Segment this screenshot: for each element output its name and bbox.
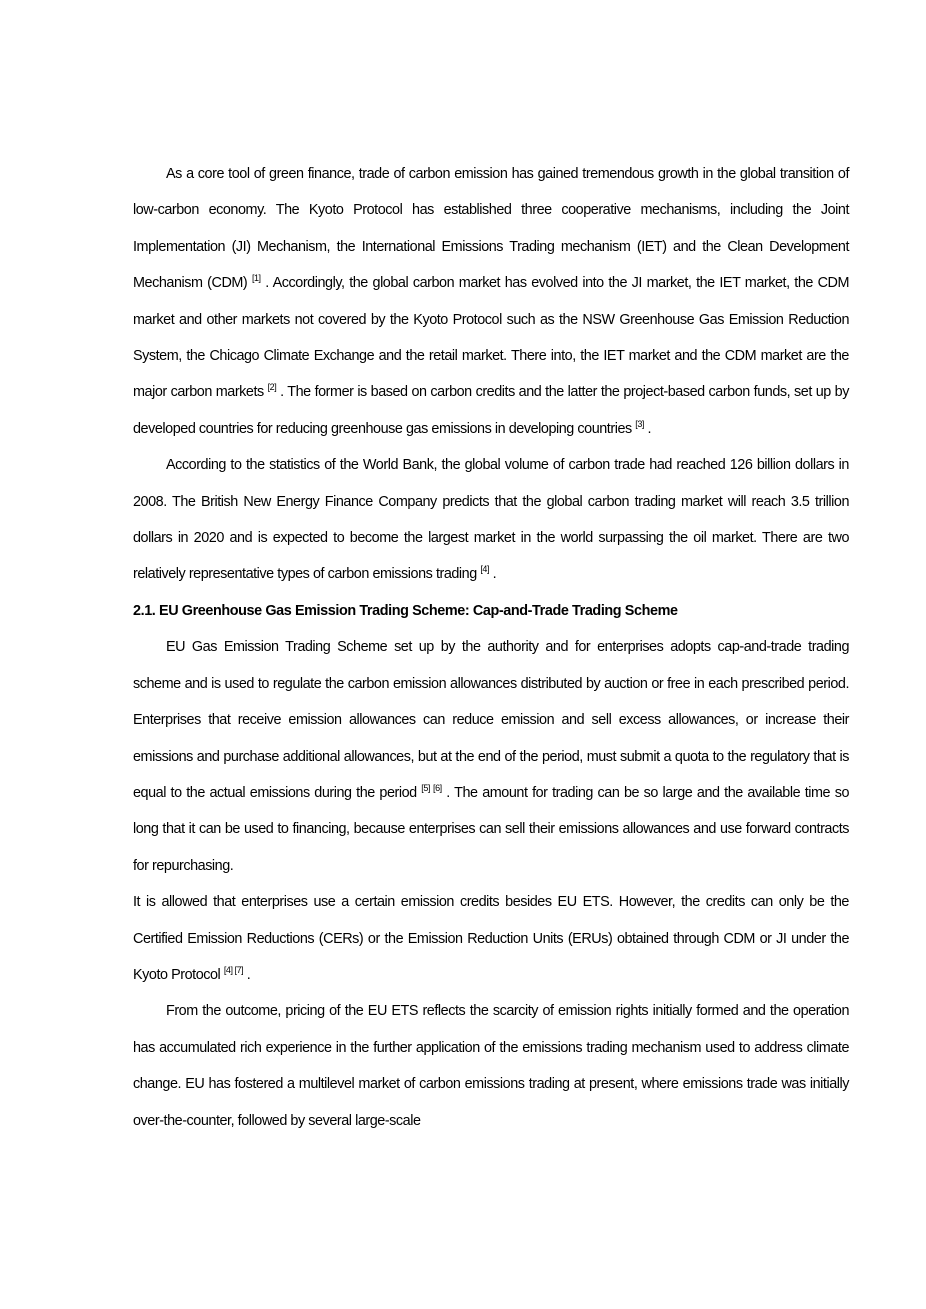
citation-3: [3]: [635, 418, 644, 429]
body-text: . The amount for trading can be so large and the available time so long that it can be used to financing, because enterprises can sell their emissions allowances and use forward contracts for repurchasing.: [133, 784, 849, 874]
paragraph-eu-ets-scheme: [133, 629, 849, 884]
body-text: It is allowed that enterprises use a certain emission credits besides EU ETS. However, the credits can only be the Certified Emission Reductions (CERs) or the Emission Reduction Units (ERUs) obtained through CDM or JI under the Kyoto Protocol: [133, 894, 849, 983]
body-text: .: [489, 566, 497, 583]
paragraph-emission-credits: [133, 884, 849, 993]
citation-2: [2]: [267, 382, 277, 393]
body-text: From the outcome, pricing of the EU ETS reflects the scarcity of emission rights initially formed and the operation has accumulated rich experience in the further application of the emissions trading mechanism used to address climate change. EU has fostered a multilevel market of carbon emissions trading at present, where emissions trade was initially over-the-counter, followed by several large-scale: [133, 1003, 849, 1129]
citation-5-6: [5] [6]: [421, 782, 442, 793]
paragraph-world-bank-statistics: [133, 447, 849, 593]
citation-4-7: [4] [7]: [223, 964, 244, 975]
paper-page: [133, 156, 849, 1139]
body-text: As a core tool of green finance, trade of carbon emission has gained tremendous growth in the global transition of low-carbon economy. The Kyoto Protocol has established three cooperative mechanisms, including the Joint Implementation (JI) Mechanism, the International Emissions Trading mechanism (IET) and the Clean Development Mechanism (CDM): [133, 166, 849, 292]
section-heading: 2.1. EU Greenhouse Gas Emission Trading Scheme: Cap-and-Trade Trading Scheme: [133, 602, 678, 619]
paragraph-eu-ets-outcome: [133, 993, 849, 1139]
body-text: EU Gas Emission Trading Scheme set up by the authority and for enterprises adopts cap-and-trade trading scheme and is used to regulate the carbon emission allowances distributed by auction or free in each prescribed period. Enterprises that receive emission allowances can reduce emission and sell excess allowances, or increase their emissions and purchase additional allowances, but at the end of the period, must submit a quota to the regulatory that is equal to the actual emissions during the period: [133, 639, 849, 801]
body-text: According to the statistics of the World Bank, the global volume of carbon trade had reached 126 billion dollars in 2008. The British New Energy Finance Company predicts that the global carbon trading market will reach 3.5 trillion dollars in 2020 and is expected to become the largest market in the world surpassing the oil market. There are two relatively representative types of carbon emissions trading: [133, 457, 849, 583]
body-text: . Accordingly, the global carbon market has evolved into the JI market, the IET market, the CDM market and other markets not covered by the Kyoto Protocol such as the NSW Greenhouse Gas Emission Reduction System, the Chicago Climate Exchange and the retail market. There into, the IET market and the CDM market are the major carbon markets: [133, 275, 849, 401]
citation-4: [4]: [480, 564, 490, 575]
body-text: .: [243, 966, 251, 983]
body-text: .: [643, 420, 652, 437]
body-text: . The former is based on carbon credits and the latter the project-based carbon funds, set up by developed countries for reducing greenhouse gas emissions in developing countries: [133, 384, 849, 437]
paragraph-carbon-markets-overview: [133, 156, 849, 447]
citation-1: [1]: [251, 273, 261, 284]
